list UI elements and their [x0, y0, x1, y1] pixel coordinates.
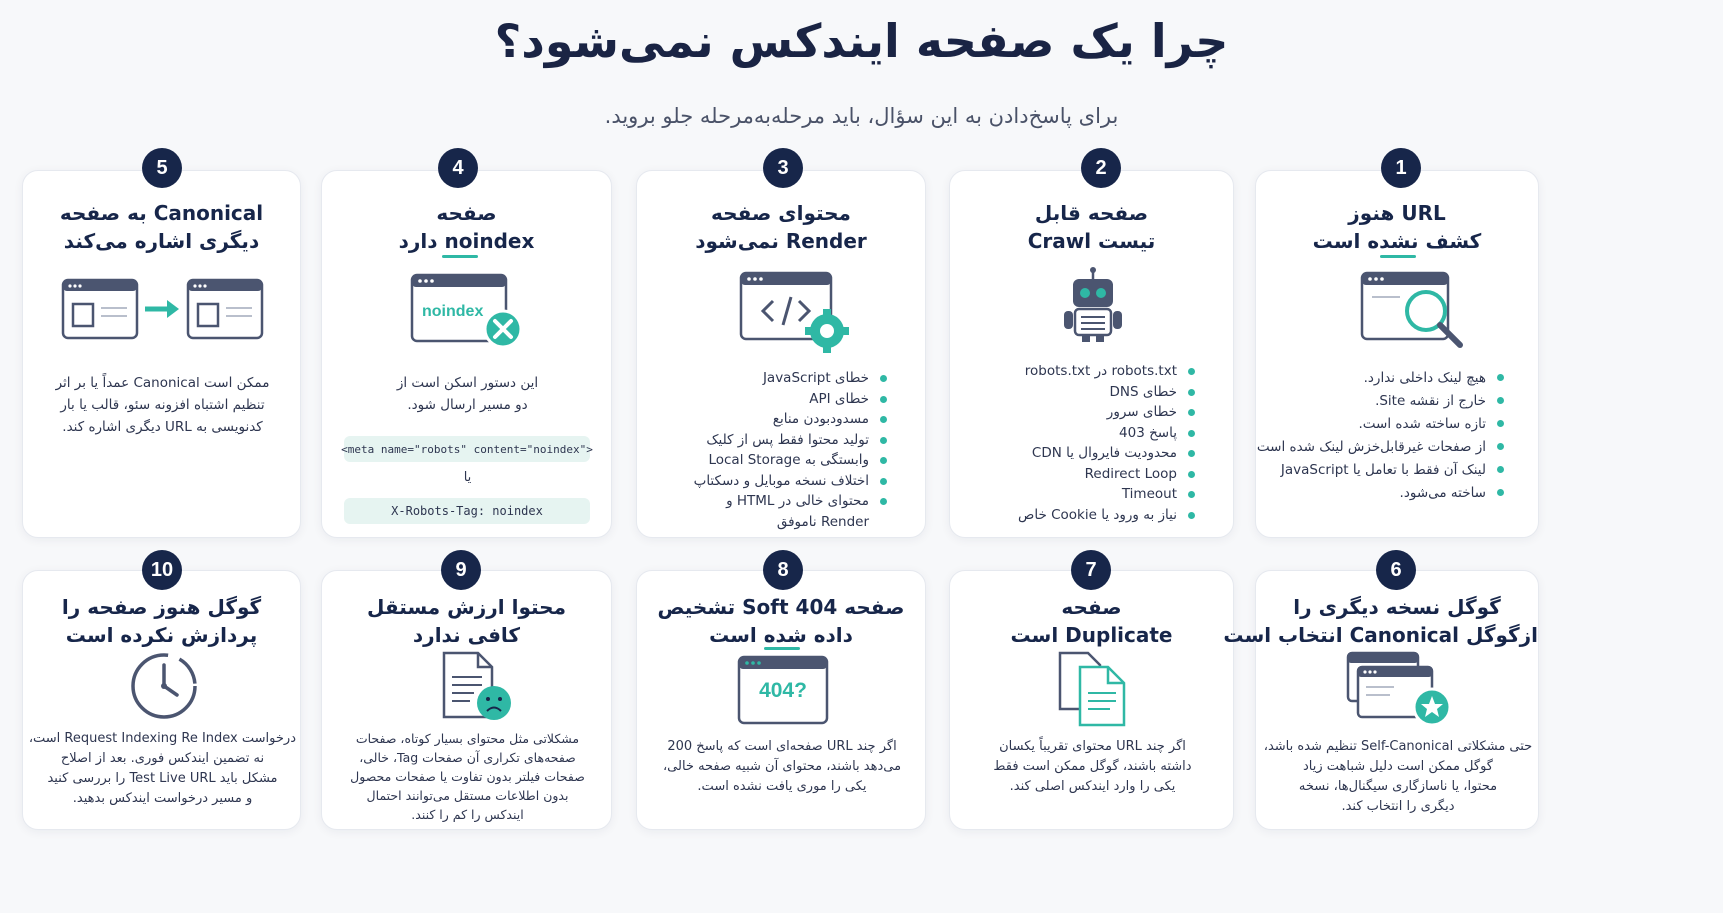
- card-title-line1: صفحه قابل: [1034, 201, 1149, 225]
- noindex-page-icon: [408, 271, 528, 357]
- desc-line: این دستور اسکن است از: [396, 375, 539, 391]
- list-item: اختلاف نسخه موبایل و دسکتاپ: [694, 471, 887, 492]
- step-badge-4: 4: [438, 148, 478, 188]
- desc-line: نه تضمین ایندکس فوری. بعد از اصلاح: [60, 751, 265, 766]
- card-9-thin-content: [321, 570, 612, 830]
- list-item: خارج از نقشه Site.: [1257, 390, 1504, 413]
- desc-line: دیگری را انتخاب کند.: [1341, 799, 1455, 814]
- card-title-line1: صفحه: [436, 201, 497, 225]
- step-badge-6: 6: [1376, 550, 1416, 590]
- list-item: تولید محتوا فقط پس از کلیک: [694, 430, 887, 451]
- card-title-line2: کشف نشده است: [1312, 229, 1482, 253]
- desc-line: محتوا، یا ناسازگاری سیگنال‌ها، نسخه: [1298, 779, 1498, 794]
- card-description: [1262, 737, 1534, 817]
- card-title: [322, 593, 611, 649]
- card-description: [956, 737, 1229, 797]
- card-title-line1: صفحه Soft 404 تشخیص: [657, 595, 905, 619]
- list-item: خطای DNS: [1018, 382, 1195, 403]
- step-badge-9: 9: [441, 550, 481, 590]
- desc-line: صفحه‌های تکراری آن صفحات Tag، خالی،: [359, 750, 576, 765]
- card-title: [950, 199, 1233, 255]
- card-2-crawl: [949, 170, 1234, 538]
- card-title-line2: Render نمی‌شود: [695, 229, 867, 253]
- title-underline: [764, 647, 800, 650]
- list-item: نیاز به ورود یا Cookie خاص: [1018, 505, 1195, 526]
- code-gear-icon: [739, 271, 851, 359]
- card-3-render: [636, 170, 926, 538]
- meta-robots-code: <meta name="robots" content="noindex">: [344, 436, 590, 462]
- canonical-redirect-icon: [61, 276, 266, 346]
- desc-line: ایندکس را کم را کنند.: [411, 807, 524, 822]
- card-8-soft-404: [636, 570, 926, 830]
- crawl-causes-list: [1018, 361, 1195, 525]
- desc-line: و مسیر درخواست ایندکس بدهید.: [72, 791, 253, 806]
- card-description: [29, 729, 296, 809]
- card-title-line2: دیگری اشاره می‌کند: [63, 229, 260, 253]
- list-item: لینک آن فقط با تعامل یا JavaScript: [1257, 459, 1504, 482]
- desc-line: درخواست Request Indexing Re Index است،: [28, 731, 296, 746]
- card-title-line2: پردازش نکرده است: [65, 623, 258, 647]
- card-title: [637, 593, 925, 649]
- list-item: خطای سرور: [1018, 402, 1195, 423]
- card-1-discovery: [1255, 170, 1539, 538]
- robot-icon: [1030, 267, 1156, 347]
- card-title: [322, 199, 611, 255]
- desc-line: مشکلاتی مثل محتوای بسیار کوتاه، صفحات: [355, 731, 580, 746]
- desc-line: داشته باشند، گوگل ممکن است فقط: [993, 759, 1192, 774]
- list-item: پاسخ 403: [1018, 423, 1195, 444]
- card-title-line2: تیست Crawl: [1027, 229, 1156, 253]
- error-404-label: 404?: [759, 679, 807, 702]
- list-item: ساخته می‌شود.: [1257, 482, 1504, 505]
- desc-line: کدنویسی به URL دیگری اشاره کند.: [62, 419, 263, 435]
- card-title-line2: داده شده است: [709, 623, 853, 647]
- list-item: محدودیت فایروال یا CDN: [1018, 443, 1195, 464]
- step-badge-2: 2: [1081, 148, 1121, 188]
- card-title-line1: گوگل هنوز صفحه را: [61, 595, 262, 619]
- desc-line: تنظیم اشتباه افزونه سئو، قالب یا بار: [60, 397, 265, 413]
- list-item: هیچ لینک داخلی ندارد.: [1257, 367, 1504, 390]
- card-title-line2: noindex دارد: [398, 229, 535, 253]
- card-title: [23, 593, 300, 649]
- list-item: Redirect Loop: [1018, 464, 1195, 485]
- card-title-line1: Canonical به صفحه: [59, 201, 264, 225]
- list-item: Timeout: [1018, 484, 1195, 505]
- list-item: robots.txt در robots.txt: [1018, 361, 1195, 382]
- error-404-page-icon: [737, 655, 829, 729]
- desc-line: بدون اطلاعات مستقل می‌توانند احتمال: [366, 788, 569, 803]
- card-description: [643, 737, 921, 797]
- desc-line: حتی مشکلاتی Self-Canonical تنظیم شده باشد،: [1263, 739, 1533, 754]
- desc-line: یکی را موری یافت نشده است.: [697, 779, 867, 794]
- card-description: [33, 372, 292, 438]
- noindex-label: noindex: [422, 303, 484, 320]
- step-badge-3: 3: [763, 148, 803, 188]
- list-item: مسدودبودن منابع: [694, 409, 887, 430]
- card-title-line1: صفحه: [1061, 595, 1122, 619]
- discovery-causes-list: [1257, 367, 1504, 505]
- card-title-line1: URL هنوز: [1348, 201, 1446, 225]
- card-4-noindex: [321, 170, 612, 538]
- card-title: [1223, 593, 1538, 649]
- step-badge-5: 5: [142, 148, 182, 188]
- card-title-line2: ازگوگل Canonical انتخاب است: [1223, 623, 1538, 647]
- duplicate-documents-icon: [1058, 651, 1130, 731]
- title-underline: [1380, 255, 1416, 258]
- magnifier-page-icon: [1360, 271, 1470, 355]
- step-badge-7: 7: [1071, 550, 1111, 590]
- clock-icon: [129, 651, 199, 725]
- desc-line: اگر چند URL محتوای تقریباً یکسان: [999, 739, 1186, 754]
- card-title-line1: محتوای صفحه: [711, 201, 851, 225]
- card-description: [332, 372, 603, 416]
- card-title: [23, 199, 300, 255]
- card-10-processing: [22, 570, 301, 830]
- render-causes-list: [694, 368, 887, 532]
- list-item: تازه ساخته شده است.: [1257, 413, 1504, 436]
- card-title: [950, 593, 1233, 649]
- desc-line: مشکل باید Test Live URL را بررسی کنید: [47, 771, 278, 786]
- card-title-line1: گوگل نسخه دیگری را: [1293, 595, 1501, 619]
- step-badge-1: 1: [1381, 148, 1421, 188]
- step-badge-8: 8: [763, 550, 803, 590]
- page-title: چرا یک صفحه ایندکس نمی‌شود؟: [494, 14, 1229, 68]
- or-label: یا: [463, 470, 472, 485]
- list-item: از صفحات غیرقابل‌خزش لینک شده است: [1257, 436, 1504, 459]
- step-badge-10: 10: [142, 550, 182, 590]
- list-item: وابستگی به Local Storage: [694, 450, 887, 471]
- sad-document-icon: [440, 651, 516, 729]
- desc-line: ممکن است Canonical عمداً یا بر اثر: [55, 375, 270, 391]
- list-item: محتوای خالی در HTML و: [694, 491, 887, 512]
- card-description: [328, 729, 607, 824]
- desc-line: گوگل ممکن است دلیل شباهت زیاد: [1303, 759, 1493, 774]
- title-underline: [442, 255, 478, 258]
- page-subtitle: برای پاسخ‌دادن به این سؤال، باید مرحله‌به‌مرحله جلو بروید.: [604, 104, 1119, 128]
- desc-line: اگر چند URL صفحه‌ای است که پاسخ 200: [667, 739, 897, 754]
- desc-line: یکی را وارد ایندکس اصلی کند.: [1009, 779, 1176, 794]
- card-7-duplicate: [949, 570, 1234, 830]
- card-title-line1: محتوا ارزش مستقل: [367, 595, 566, 619]
- card-title: [1256, 199, 1538, 255]
- card-5-canonical: [22, 170, 301, 538]
- list-item: Render ناموفق: [776, 513, 869, 530]
- card-title-line2: Duplicate است: [1010, 623, 1173, 647]
- x-robots-tag-code: X-Robots-Tag: noindex: [344, 498, 590, 524]
- card-title: [637, 199, 925, 255]
- card-6-google-canonical: [1223, 570, 1539, 830]
- desc-line: صفحات فیلتر بدون تفاوت یا صفحات محصول: [350, 769, 585, 784]
- list-item: خطای JavaScript: [694, 368, 887, 389]
- list-item: خطای API: [694, 389, 887, 410]
- desc-line: دو مسیر ارسال شود.: [407, 397, 528, 413]
- card-title-line2: کافی ندارد: [412, 623, 521, 647]
- desc-line: می‌دهد باشند، محتوای آن شبیه صفحه خالی،: [662, 759, 902, 774]
- starred-pages-icon: [1344, 651, 1456, 731]
